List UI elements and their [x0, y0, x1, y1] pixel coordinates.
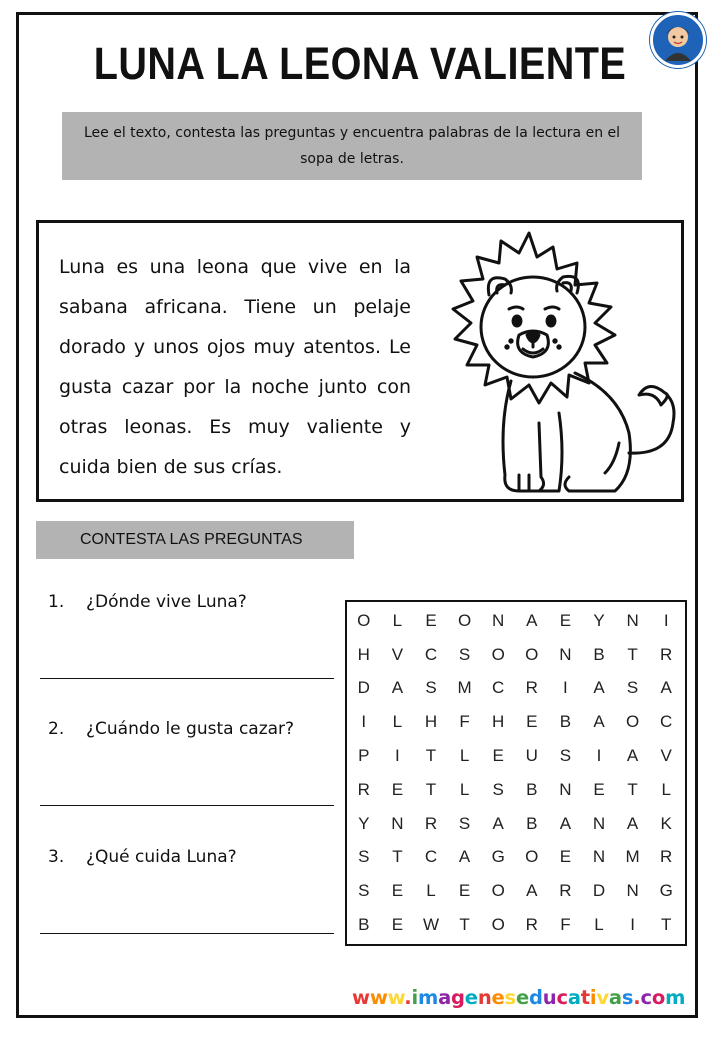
word-search-cell[interactable]: O: [491, 644, 505, 664]
word-search-cell[interactable]: B: [358, 915, 370, 935]
word-search-cell[interactable]: E: [492, 746, 504, 766]
word-search-cell[interactable]: A: [626, 813, 639, 833]
word-search-cell[interactable]: N: [391, 813, 404, 833]
word-search-cell[interactable]: M: [625, 847, 640, 867]
word-search-cell[interactable]: E: [593, 779, 605, 799]
question-number: 2.: [48, 719, 65, 739]
instructions-box: Lee el texto, contesta las preguntas y encuentra palabras de la lectura en el sopa de letras.: [62, 112, 642, 180]
word-search-cell[interactable]: R: [424, 813, 438, 833]
word-search-cell[interactable]: V: [391, 644, 404, 664]
word-search-cell[interactable]: E: [526, 712, 538, 732]
word-search-cell[interactable]: B: [559, 712, 572, 732]
word-search-cell[interactable]: M: [457, 678, 472, 698]
lion-illustration-icon: [419, 223, 687, 503]
word-search-cell[interactable]: L: [392, 712, 403, 732]
word-search-cell[interactable]: N: [626, 610, 639, 630]
word-search-cell[interactable]: N: [492, 610, 505, 630]
word-search-cell[interactable]: O: [457, 610, 472, 630]
word-search-cell[interactable]: H: [424, 712, 438, 732]
page-title: LUNA LA LEONA VALIENTE: [93, 38, 627, 89]
question-text: ¿Cuándo le gusta cazar?: [86, 719, 295, 739]
question-text: ¿Dónde vive Luna?: [86, 592, 247, 612]
word-search-cell[interactable]: A: [526, 610, 538, 630]
reading-text: Luna es una leona que vive en la sabana africana. Tiene un pelaje dorado y unos ojos muy atentos. Le gusta cazar por la noche junto con otras leonas. Es muy valiente y cuida bien de sus crías.: [59, 256, 411, 478]
word-search-cell[interactable]: A: [526, 881, 538, 901]
word-search-cell[interactable]: U: [525, 746, 538, 766]
word-search-cell[interactable]: I: [395, 746, 400, 766]
word-search-cell[interactable]: E: [391, 915, 404, 935]
word-search-cell[interactable]: T: [425, 746, 437, 766]
word-search-cell[interactable]: I: [663, 610, 669, 630]
answer-line-3[interactable]: [40, 933, 334, 934]
word-search-cell[interactable]: L: [459, 746, 470, 766]
word-search-cell[interactable]: A: [559, 813, 572, 833]
word-search-cell[interactable]: B: [526, 779, 538, 799]
word-search-cell[interactable]: N: [592, 847, 606, 867]
word-search-grid[interactable]: [345, 600, 687, 946]
word-search-cell[interactable]: L: [661, 779, 671, 799]
word-search-cell[interactable]: C: [492, 678, 505, 698]
word-search-cell[interactable]: S: [358, 881, 370, 901]
word-search-cell[interactable]: I: [630, 915, 635, 935]
word-search-cell[interactable]: H: [357, 644, 370, 664]
reading-box: [36, 220, 684, 502]
word-search-cell[interactable]: N: [592, 813, 606, 833]
word-search-cell[interactable]: L: [459, 779, 470, 799]
word-search-cell[interactable]: I: [563, 678, 568, 698]
word-search-cell[interactable]: B: [593, 644, 605, 664]
word-search-cell[interactable]: O: [491, 881, 505, 901]
word-search-cell[interactable]: T: [660, 915, 672, 935]
word-search-cell[interactable]: T: [425, 779, 437, 799]
word-search-cell[interactable]: A: [593, 712, 605, 732]
word-search-cell[interactable]: A: [593, 678, 605, 698]
question-number: 3.: [48, 847, 65, 867]
word-search-cell[interactable]: C: [424, 644, 438, 664]
word-search-cell[interactable]: T: [627, 644, 638, 664]
word-search-cell[interactable]: A: [458, 847, 471, 867]
word-search-cell[interactable]: S: [626, 678, 639, 698]
section-header-questions: CONTESTA LAS PREGUNTAS: [36, 521, 354, 559]
word-search-cell[interactable]: C: [660, 712, 673, 732]
word-search-cell[interactable]: D: [592, 881, 606, 901]
word-search-cell[interactable]: E: [391, 881, 404, 901]
word-search-cell[interactable]: G: [491, 847, 505, 867]
question-number: 1.: [48, 592, 65, 612]
logo-badge-icon: [650, 12, 706, 68]
word-search-cell[interactable]: D: [357, 678, 370, 698]
word-search-cell[interactable]: R: [525, 678, 538, 698]
answer-line-2[interactable]: [40, 805, 334, 806]
word-search-cell[interactable]: E: [425, 610, 437, 630]
word-search-cell[interactable]: N: [559, 779, 572, 799]
website-url: www.imageneseducativas.com: [352, 986, 686, 1009]
word-search-cell[interactable]: A: [626, 746, 639, 766]
word-search-cell[interactable]: S: [458, 644, 471, 664]
word-search-cell[interactable]: A: [660, 678, 672, 698]
word-search-cell[interactable]: R: [357, 779, 370, 799]
word-search-cell[interactable]: Y: [593, 610, 605, 630]
word-search-cell[interactable]: F: [560, 915, 571, 935]
word-search-cell[interactable]: S: [492, 779, 504, 799]
word-search-cell[interactable]: N: [626, 881, 639, 901]
word-search-cell[interactable]: R: [559, 881, 572, 901]
word-search-cell[interactable]: F: [459, 712, 470, 732]
word-search-cell[interactable]: C: [424, 847, 438, 867]
word-search-cell[interactable]: E: [391, 779, 404, 799]
word-search-cell[interactable]: Y: [358, 813, 370, 833]
word-search-cell[interactable]: S: [458, 813, 471, 833]
question-2: [48, 719, 294, 739]
word-search-cell[interactable]: P: [358, 746, 370, 766]
word-search-cell[interactable]: O: [357, 610, 371, 630]
word-search-cell[interactable]: W: [422, 915, 440, 935]
word-search-cell[interactable]: K: [660, 813, 672, 833]
word-search-cell[interactable]: T: [459, 915, 470, 935]
word-search-cell[interactable]: T: [627, 779, 638, 799]
word-search-cell[interactable]: I: [361, 712, 367, 732]
word-search-cell[interactable]: O: [525, 644, 539, 664]
word-search-cell[interactable]: L: [392, 610, 403, 630]
word-search-cell[interactable]: R: [525, 915, 538, 935]
question-3: [48, 847, 237, 867]
word-search-cell[interactable]: T: [392, 847, 403, 867]
word-search-cell[interactable]: L: [594, 915, 604, 935]
word-search-cell[interactable]: O: [625, 712, 640, 732]
answer-line-1[interactable]: [40, 678, 334, 679]
word-search-cell[interactable]: A: [391, 678, 404, 698]
word-search-cell[interactable]: R: [660, 644, 673, 664]
question-1: [48, 592, 247, 612]
word-search-cell[interactable]: N: [559, 644, 572, 664]
word-search-cell[interactable]: H: [492, 712, 505, 732]
question-text: ¿Qué cuida Luna?: [86, 847, 237, 867]
word-search-cell[interactable]: R: [660, 847, 673, 867]
word-search-cell[interactable]: A: [492, 813, 504, 833]
word-search-cell[interactable]: E: [559, 847, 572, 867]
word-search-cell[interactable]: L: [426, 881, 436, 901]
word-search-cell[interactable]: E: [458, 881, 471, 901]
word-search-cell[interactable]: I: [596, 746, 602, 766]
word-search-cell[interactable]: S: [425, 678, 437, 698]
word-search-cell[interactable]: O: [525, 847, 539, 867]
word-search-cell[interactable]: B: [526, 813, 538, 833]
word-search-cell[interactable]: V: [660, 746, 672, 766]
word-search-cell[interactable]: G: [659, 881, 673, 901]
word-search-cell[interactable]: O: [491, 915, 505, 935]
word-search-cell[interactable]: E: [559, 610, 572, 630]
word-search-cell[interactable]: S: [358, 847, 370, 867]
word-search-cell[interactable]: S: [559, 746, 572, 766]
